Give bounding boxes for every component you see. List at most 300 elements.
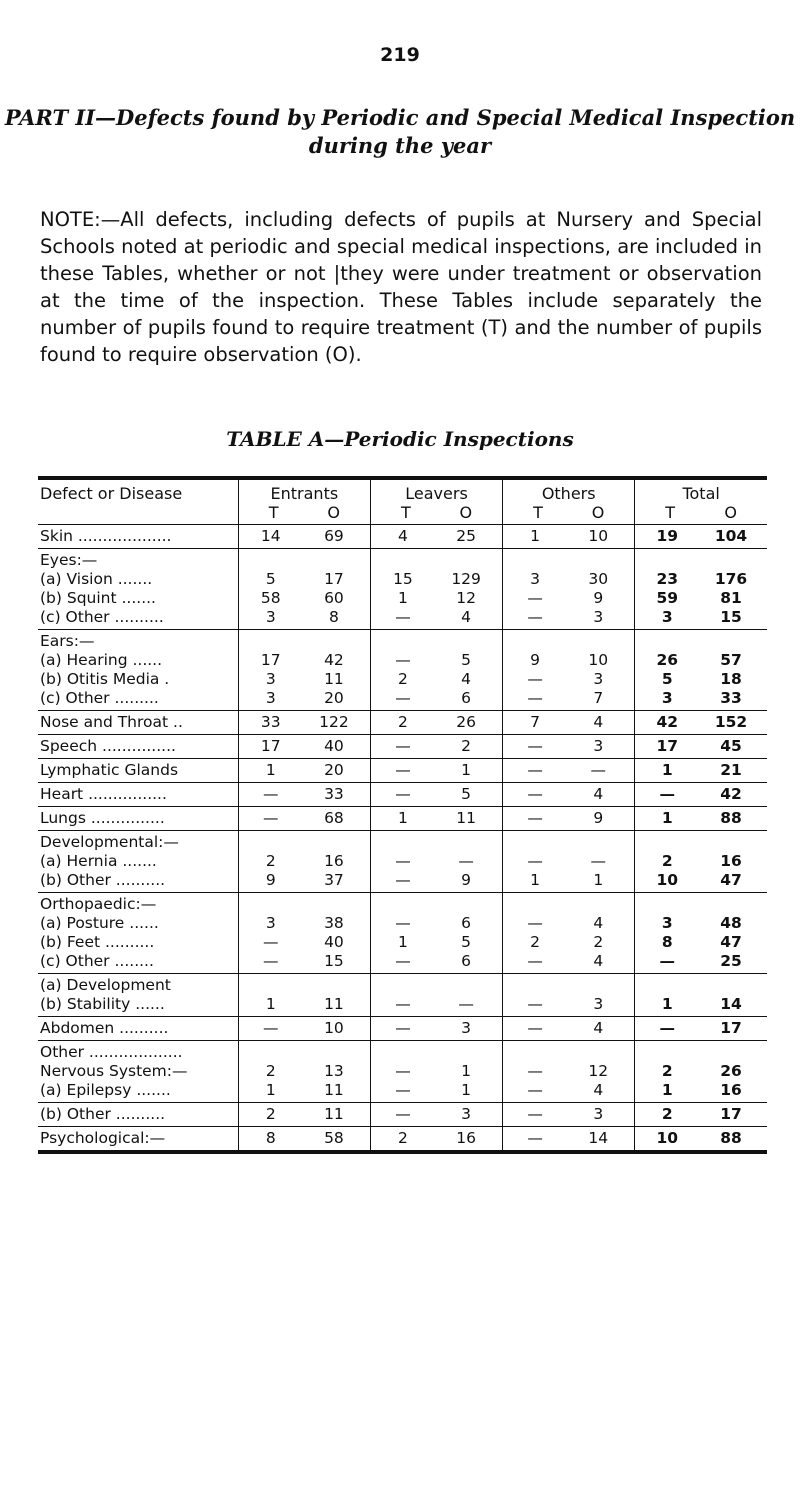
value-t bbox=[249, 833, 293, 852]
group-cell-others bbox=[503, 1017, 635, 1041]
group-cell-others bbox=[503, 893, 635, 974]
value-t bbox=[645, 976, 689, 995]
header-group-label: Total bbox=[682, 484, 720, 503]
value-t: — bbox=[263, 1019, 279, 1037]
value-t: — bbox=[527, 1081, 543, 1099]
value-line bbox=[645, 632, 753, 651]
defect-label-cell bbox=[38, 630, 238, 711]
value-line bbox=[513, 527, 620, 546]
group-cell-leavers bbox=[370, 759, 502, 783]
defect-label: Heart ................ bbox=[40, 785, 167, 803]
value-o: 60 bbox=[324, 589, 344, 607]
group-cell-total bbox=[635, 525, 767, 549]
value-t: 1 bbox=[265, 995, 276, 1013]
group-cell-total bbox=[635, 549, 767, 630]
value-o: 25 bbox=[720, 952, 742, 970]
value-t: 4 bbox=[398, 527, 408, 545]
value-line bbox=[381, 1081, 488, 1100]
value-line bbox=[645, 589, 753, 608]
value-o: 25 bbox=[456, 527, 476, 545]
value-o: 38 bbox=[324, 914, 344, 932]
value-o: 152 bbox=[714, 713, 748, 731]
table-row bbox=[38, 1127, 767, 1153]
value-o: 3 bbox=[593, 608, 604, 626]
value-t: 9 bbox=[265, 871, 276, 889]
defects-table bbox=[38, 476, 767, 1154]
table-row bbox=[38, 974, 767, 1017]
value-line bbox=[381, 976, 488, 995]
value-t: — bbox=[395, 689, 411, 707]
value-line bbox=[645, 833, 753, 852]
group-cell-others bbox=[503, 549, 635, 630]
value-line bbox=[513, 570, 620, 589]
defect-label-cell bbox=[38, 1041, 238, 1103]
value-t: 3 bbox=[661, 689, 673, 707]
value-t: 8 bbox=[265, 1129, 276, 1147]
value-t: — bbox=[395, 1081, 411, 1099]
value-o bbox=[444, 976, 488, 995]
value-line bbox=[249, 737, 356, 756]
value-t bbox=[381, 895, 425, 914]
value-o: 3 bbox=[593, 995, 604, 1013]
header-group-leavers bbox=[370, 478, 502, 525]
defect-label: Skin ................... bbox=[40, 527, 172, 545]
defect-label: Lymphatic Glands bbox=[40, 761, 179, 779]
value-o: 17 bbox=[324, 570, 344, 588]
group-cell-total bbox=[635, 735, 767, 759]
value-line bbox=[513, 632, 620, 651]
value-t: — bbox=[263, 933, 279, 951]
value-o: 4 bbox=[593, 785, 604, 803]
value-o: 6 bbox=[461, 689, 472, 707]
value-line bbox=[645, 1105, 753, 1124]
value-line bbox=[645, 895, 753, 914]
value-t: 26 bbox=[656, 651, 679, 669]
value-o bbox=[312, 833, 356, 852]
defect-label: Lungs ............... bbox=[40, 809, 165, 827]
value-o bbox=[444, 895, 488, 914]
table-row bbox=[38, 711, 767, 735]
value-o: 9 bbox=[593, 809, 604, 827]
table-row bbox=[38, 1041, 767, 1103]
value-t: 3 bbox=[661, 608, 673, 626]
value-t: 3 bbox=[265, 670, 276, 688]
value-line bbox=[249, 1043, 356, 1062]
value-t: — bbox=[263, 785, 279, 803]
value-t: 17 bbox=[656, 737, 679, 755]
group-cell-leavers bbox=[370, 549, 502, 630]
value-o: 13 bbox=[324, 1062, 344, 1080]
value-o: 14 bbox=[720, 995, 742, 1013]
value-line bbox=[249, 952, 356, 971]
value-line bbox=[381, 833, 488, 852]
value-line bbox=[513, 737, 620, 756]
value-o: 10 bbox=[588, 527, 609, 545]
value-t: 58 bbox=[260, 589, 281, 607]
defect-label-cell bbox=[38, 525, 238, 549]
value-o: 6 bbox=[461, 914, 472, 932]
value-o: 16 bbox=[720, 852, 742, 870]
group-cell-leavers bbox=[370, 1103, 502, 1127]
value-o: 15 bbox=[324, 952, 344, 970]
group-cell-total bbox=[635, 1017, 767, 1041]
value-t bbox=[513, 632, 557, 651]
value-line bbox=[249, 995, 356, 1014]
value-line bbox=[645, 995, 753, 1014]
value-t: 1 bbox=[661, 1081, 673, 1099]
table-row bbox=[38, 807, 767, 831]
value-t bbox=[645, 551, 689, 570]
value-line bbox=[645, 670, 753, 689]
value-line bbox=[249, 871, 356, 890]
value-o: 33 bbox=[720, 689, 742, 707]
value-line bbox=[513, 689, 620, 708]
value-t: 2 bbox=[265, 1062, 276, 1080]
group-cell-total bbox=[635, 783, 767, 807]
value-t: 17 bbox=[260, 651, 281, 669]
value-t: — bbox=[395, 995, 411, 1013]
value-line bbox=[249, 1129, 356, 1148]
value-line bbox=[513, 871, 620, 890]
table-row bbox=[38, 525, 767, 549]
defect-label-cell bbox=[38, 1103, 238, 1127]
header-group-label: Entrants bbox=[270, 484, 339, 503]
table-header-row bbox=[38, 478, 767, 525]
defect-label-cell bbox=[38, 807, 238, 831]
value-line bbox=[249, 527, 356, 546]
defect-label: Developmental:— bbox=[40, 833, 179, 851]
value-line bbox=[513, 608, 620, 627]
value-line bbox=[381, 1062, 488, 1081]
value-line bbox=[513, 713, 620, 732]
value-t: — bbox=[527, 761, 543, 779]
value-o: 57 bbox=[720, 651, 742, 669]
value-line bbox=[381, 871, 488, 890]
value-o: 12 bbox=[456, 589, 476, 607]
value-line bbox=[645, 1043, 753, 1062]
group-cell-leavers bbox=[370, 974, 502, 1017]
value-line bbox=[513, 895, 620, 914]
value-o: 20 bbox=[324, 761, 344, 779]
group-cell-others bbox=[503, 630, 635, 711]
value-t: — bbox=[395, 608, 411, 626]
group-cell-entrants bbox=[238, 1041, 370, 1103]
group-cell-total bbox=[635, 1041, 767, 1103]
value-line bbox=[249, 670, 356, 689]
value-line bbox=[513, 1062, 620, 1081]
group-cell-total bbox=[635, 807, 767, 831]
group-cell-total bbox=[635, 974, 767, 1017]
value-t: — bbox=[263, 952, 279, 970]
value-o: 3 bbox=[593, 1105, 604, 1123]
value-o: 4 bbox=[593, 1019, 604, 1037]
value-t: — bbox=[527, 1019, 543, 1037]
value-t: 2 bbox=[265, 1105, 276, 1123]
value-o: 3 bbox=[593, 670, 604, 688]
value-line bbox=[381, 589, 488, 608]
defect-label: (b) Other .......... bbox=[40, 1105, 166, 1123]
value-line bbox=[381, 1105, 488, 1124]
value-line bbox=[513, 551, 620, 570]
value-t: 2 bbox=[530, 933, 541, 951]
value-line bbox=[513, 1081, 620, 1100]
defect-label: Abdomen .......... bbox=[40, 1019, 169, 1037]
value-o: 16 bbox=[456, 1129, 476, 1147]
header-o: O bbox=[591, 503, 605, 522]
value-o: 33 bbox=[324, 785, 344, 803]
defect-label: (b) Otitis Media . bbox=[40, 670, 170, 688]
value-t: — bbox=[263, 809, 279, 827]
value-t: 33 bbox=[260, 713, 281, 731]
value-t bbox=[249, 895, 293, 914]
defect-label-cell bbox=[38, 893, 238, 974]
value-t bbox=[381, 551, 425, 570]
value-line bbox=[513, 1105, 620, 1124]
value-t: — bbox=[395, 785, 411, 803]
value-o: 4 bbox=[593, 952, 604, 970]
defect-label: (a) Hearing ...... bbox=[40, 651, 163, 669]
value-line bbox=[513, 1019, 620, 1038]
value-line bbox=[249, 895, 356, 914]
header-group-entrants bbox=[238, 478, 370, 525]
value-t: 1 bbox=[398, 809, 408, 827]
value-line bbox=[645, 1019, 753, 1038]
value-line bbox=[249, 933, 356, 952]
value-line bbox=[381, 914, 488, 933]
value-line bbox=[249, 914, 356, 933]
value-o: 176 bbox=[714, 570, 748, 588]
value-line bbox=[513, 914, 620, 933]
value-o: 129 bbox=[451, 570, 481, 588]
value-o bbox=[576, 833, 620, 852]
value-o bbox=[312, 1043, 356, 1062]
value-line bbox=[381, 1019, 488, 1038]
value-o: 88 bbox=[720, 809, 742, 827]
value-o bbox=[444, 551, 488, 570]
value-t: 8 bbox=[661, 933, 673, 951]
value-o bbox=[444, 632, 488, 651]
value-line bbox=[513, 761, 620, 780]
group-cell-total bbox=[635, 1103, 767, 1127]
group-cell-total bbox=[635, 831, 767, 893]
value-line bbox=[381, 761, 488, 780]
value-t bbox=[513, 895, 557, 914]
value-t bbox=[513, 976, 557, 995]
value-t: — bbox=[527, 914, 543, 932]
value-t: — bbox=[527, 785, 543, 803]
value-t: — bbox=[659, 1019, 676, 1037]
group-cell-leavers bbox=[370, 1127, 502, 1153]
page-number: 219 bbox=[380, 44, 420, 66]
group-cell-leavers bbox=[370, 711, 502, 735]
group-cell-entrants bbox=[238, 893, 370, 974]
value-line bbox=[513, 952, 620, 971]
group-cell-total bbox=[635, 759, 767, 783]
value-t: 3 bbox=[265, 689, 276, 707]
value-t bbox=[645, 895, 689, 914]
value-line bbox=[645, 852, 753, 871]
value-o: 3 bbox=[593, 737, 604, 755]
value-t: — bbox=[527, 952, 543, 970]
value-o: 68 bbox=[324, 809, 344, 827]
value-o: 3 bbox=[461, 1019, 472, 1037]
value-line bbox=[381, 570, 488, 589]
defect-label-cell bbox=[38, 831, 238, 893]
value-line bbox=[645, 952, 753, 971]
value-o: 81 bbox=[720, 589, 742, 607]
group-cell-entrants bbox=[238, 759, 370, 783]
value-o bbox=[576, 1043, 620, 1062]
value-t bbox=[645, 632, 689, 651]
defect-label: (b) Feet .......... bbox=[40, 933, 155, 951]
value-o: 1 bbox=[461, 761, 472, 779]
value-o bbox=[312, 895, 356, 914]
group-cell-entrants bbox=[238, 807, 370, 831]
header-o: O bbox=[327, 503, 340, 522]
value-o bbox=[576, 551, 620, 570]
value-o: 21 bbox=[720, 761, 742, 779]
group-cell-total bbox=[635, 893, 767, 974]
defect-label: Nervous System:— bbox=[40, 1062, 188, 1080]
group-cell-entrants bbox=[238, 1103, 370, 1127]
header-t: T bbox=[268, 503, 279, 522]
group-cell-others bbox=[503, 711, 635, 735]
value-t: — bbox=[527, 809, 543, 827]
group-cell-entrants bbox=[238, 783, 370, 807]
value-o: 17 bbox=[720, 1019, 742, 1037]
defect-label: Eyes:— bbox=[40, 551, 98, 569]
value-line bbox=[645, 551, 753, 570]
group-cell-others bbox=[503, 1103, 635, 1127]
value-t bbox=[645, 833, 689, 852]
value-o bbox=[312, 976, 356, 995]
value-t: — bbox=[395, 1105, 411, 1123]
group-cell-total bbox=[635, 630, 767, 711]
value-line bbox=[249, 852, 356, 871]
value-o: 17 bbox=[720, 1105, 742, 1123]
header-t: T bbox=[665, 503, 676, 522]
value-t: 9 bbox=[530, 651, 541, 669]
value-o: 11 bbox=[324, 995, 344, 1013]
value-o: 58 bbox=[324, 1129, 344, 1147]
group-cell-total bbox=[635, 1127, 767, 1153]
value-t: 23 bbox=[656, 570, 679, 588]
group-cell-leavers bbox=[370, 783, 502, 807]
value-o: 14 bbox=[588, 1129, 609, 1147]
value-o: 42 bbox=[324, 651, 344, 669]
group-cell-others bbox=[503, 974, 635, 1017]
value-t: — bbox=[395, 914, 411, 932]
value-t: — bbox=[395, 952, 411, 970]
value-o: 9 bbox=[461, 871, 472, 889]
value-t bbox=[645, 1043, 689, 1062]
value-o: 16 bbox=[720, 1081, 742, 1099]
value-line bbox=[381, 527, 488, 546]
value-line bbox=[381, 933, 488, 952]
value-o bbox=[312, 632, 356, 651]
value-t: 2 bbox=[661, 852, 673, 870]
defect-label: Other ................... bbox=[40, 1043, 183, 1061]
value-line bbox=[381, 809, 488, 828]
value-t: 2 bbox=[398, 670, 408, 688]
value-line bbox=[249, 809, 356, 828]
header-t: T bbox=[400, 503, 411, 522]
value-o: 45 bbox=[720, 737, 742, 755]
value-t: — bbox=[527, 589, 543, 607]
value-o: 88 bbox=[720, 1129, 742, 1147]
value-o: — bbox=[590, 852, 607, 870]
value-line bbox=[381, 551, 488, 570]
defect-label: (a) Development bbox=[40, 976, 171, 994]
value-line bbox=[249, 833, 356, 852]
table-body bbox=[38, 525, 767, 1153]
value-o: 42 bbox=[720, 785, 742, 803]
value-t bbox=[513, 551, 557, 570]
value-t: — bbox=[395, 1062, 411, 1080]
value-t: 42 bbox=[656, 713, 679, 731]
value-o: 5 bbox=[461, 785, 472, 803]
value-line bbox=[381, 785, 488, 804]
value-line bbox=[249, 1105, 356, 1124]
value-o: — bbox=[590, 761, 607, 779]
defect-label: Speech ............... bbox=[40, 737, 176, 755]
header-group-total bbox=[635, 478, 767, 525]
heading-line-1: PART II—Defects found by Periodic and Special Medical Inspection bbox=[4, 105, 796, 130]
value-line bbox=[513, 809, 620, 828]
value-t bbox=[513, 1043, 557, 1062]
value-line bbox=[249, 713, 356, 732]
value-t: — bbox=[527, 737, 543, 755]
defect-label-cell bbox=[38, 1127, 238, 1153]
value-o: 15 bbox=[720, 608, 742, 626]
value-line bbox=[645, 608, 753, 627]
group-cell-leavers bbox=[370, 735, 502, 759]
value-line bbox=[513, 785, 620, 804]
value-o bbox=[709, 632, 753, 651]
value-o: — bbox=[458, 995, 474, 1013]
defect-label-cell bbox=[38, 735, 238, 759]
value-t: 2 bbox=[265, 852, 276, 870]
value-o: 1 bbox=[461, 1081, 472, 1099]
value-line bbox=[249, 761, 356, 780]
value-t: — bbox=[527, 852, 543, 870]
value-o: 7 bbox=[593, 689, 604, 707]
value-o: 40 bbox=[324, 933, 344, 951]
value-line bbox=[249, 689, 356, 708]
value-line bbox=[249, 1062, 356, 1081]
value-t: — bbox=[659, 952, 676, 970]
value-o: 1 bbox=[461, 1062, 472, 1080]
value-line bbox=[645, 527, 753, 546]
group-cell-others bbox=[503, 735, 635, 759]
value-t: 10 bbox=[656, 1129, 679, 1147]
value-line bbox=[513, 976, 620, 995]
value-o: — bbox=[458, 852, 474, 870]
header-o: O bbox=[724, 503, 737, 522]
header-group-label: Others bbox=[541, 484, 596, 503]
value-t bbox=[513, 833, 557, 852]
table-row bbox=[38, 735, 767, 759]
group-cell-total bbox=[635, 711, 767, 735]
value-o: 9 bbox=[593, 589, 604, 607]
value-t bbox=[381, 976, 425, 995]
group-cell-entrants bbox=[238, 831, 370, 893]
value-o bbox=[576, 976, 620, 995]
defect-label: (c) Other ......... bbox=[40, 689, 159, 707]
value-t: 2 bbox=[398, 1129, 408, 1147]
defect-label-cell bbox=[38, 1017, 238, 1041]
defect-label-cell bbox=[38, 974, 238, 1017]
